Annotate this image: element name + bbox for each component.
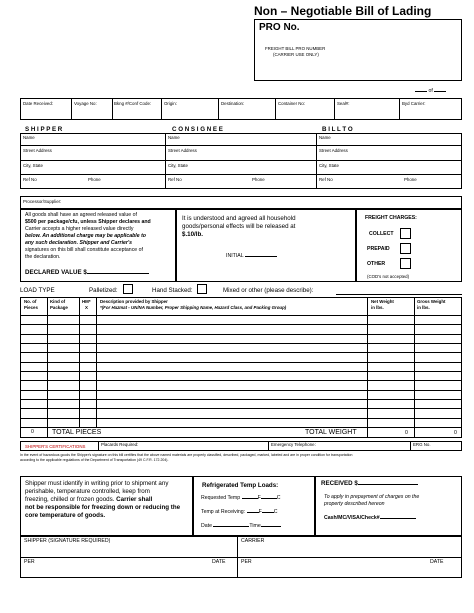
- billto-phone-field[interactable]: Phone: [404, 177, 417, 182]
- perishable-text-3a: freezing, chilled or frozen goods.: [25, 496, 115, 503]
- header-gross-1: Gross Weight: [417, 299, 446, 304]
- processor-field[interactable]: [20, 196, 462, 209]
- billto-ref-field[interactable]: Ref No: [319, 177, 333, 182]
- total-pieces-value: 0: [31, 429, 34, 435]
- shipper-per-field[interactable]: PER: [24, 559, 35, 565]
- table-row[interactable]: [20, 324, 462, 325]
- booking-code-field[interactable]: Bkng #/Conf Code:: [114, 101, 152, 106]
- carrier-per-field[interactable]: PER: [241, 559, 252, 565]
- requested-temp-field[interactable]: [201, 496, 281, 502]
- hand-stacked-checkbox[interactable]: [197, 284, 207, 294]
- consignee-phone-field[interactable]: Phone: [252, 177, 265, 182]
- declared-value-field[interactable]: [25, 269, 149, 276]
- consignee-heading: C O N S I G N E E: [172, 126, 223, 133]
- household-box: [176, 209, 356, 282]
- header-pieces-2: Pieces: [24, 305, 38, 310]
- carrier-signature-field[interactable]: CARRIER: [241, 538, 265, 544]
- table-row[interactable]: [20, 408, 462, 409]
- refrigerated-box: [193, 476, 315, 536]
- table-row[interactable]: [20, 380, 462, 381]
- perishable-text-3: [25, 496, 152, 503]
- requested-c-label: C: [276, 495, 281, 501]
- consignee-name-field[interactable]: Name: [168, 135, 180, 140]
- header-kind-2: Package: [50, 305, 68, 310]
- total-pieces-label: TOTAL PIECES: [52, 429, 102, 436]
- freight-charges-title: FREIGHT CHARGES:: [365, 215, 417, 221]
- refrigerated-title: Refrigerated Temp Loads:: [202, 482, 279, 489]
- billto-city-field[interactable]: City, State: [319, 163, 339, 168]
- certification-text-1: In the event of hazardous goods the Shipper's signature on this bill certifies that the above named materials are properly classified, described, packaged, marked, labeled and are in proper condition for transportation: [20, 453, 353, 457]
- shipper-date-field[interactable]: DATE: [212, 559, 226, 565]
- declared-text-3: Carrier accepts a higher released value directly: [25, 226, 134, 232]
- hazmat-row: [20, 441, 462, 451]
- declared-value-box: [20, 209, 176, 282]
- received-text-1: To apply in prepayment of charges on the: [324, 494, 420, 500]
- total-gross-weight: 0: [454, 430, 457, 436]
- page-of-label: of: [428, 88, 433, 94]
- parties-grid: [20, 133, 462, 189]
- declared-value-label: DECLARED VALUE $: [25, 269, 87, 276]
- shipper-ref-field[interactable]: Ref No: [23, 177, 37, 182]
- table-row[interactable]: [20, 362, 462, 363]
- receiving-c-label: C: [273, 509, 278, 515]
- declared-text-7: the declaration.: [25, 254, 61, 260]
- freight-bill-label: FREIGHT BILL PRO NUMBER: [265, 46, 326, 51]
- header-net-1: Net Weight: [371, 299, 394, 304]
- header-hm-2: X: [85, 305, 88, 310]
- seal-field[interactable]: Seal#:: [337, 101, 350, 106]
- declared-text-2: $500 per package/cfu, unless Shipper declares and: [25, 219, 151, 225]
- received-field[interactable]: [321, 480, 418, 487]
- consignee-city-field[interactable]: City, State: [168, 163, 188, 168]
- header-pieces-1: No. of: [24, 299, 37, 304]
- perishable-text-4: not be responsible for freezing down or reducing the: [25, 504, 181, 511]
- receiving-temp-field[interactable]: [201, 510, 278, 516]
- voyage-no-field[interactable]: Voyage No:: [74, 101, 97, 106]
- pro-number-label: PRO No.: [259, 22, 300, 33]
- shipper-certifications-label: SHIPPER'S CERTIFICATIONS: [25, 444, 86, 449]
- mixed-label: Mixed or other (please describe):: [223, 287, 314, 294]
- prepaid-label: PREPAID: [367, 246, 390, 252]
- declared-text-4: below. An additional charge may be applicable to: [25, 233, 146, 239]
- header-gross-2: in lbs.: [417, 305, 430, 310]
- table-row[interactable]: [20, 352, 462, 353]
- other-checkbox[interactable]: [400, 258, 411, 269]
- carrier-date-field[interactable]: DATE: [430, 559, 444, 565]
- receiving-f-label: F: [258, 509, 262, 515]
- table-row[interactable]: [20, 399, 462, 400]
- perishable-text-2: perishable, temperature controlled, keep from: [25, 488, 150, 495]
- declared-text-5: any such declaration. Shipper and Carrier's: [25, 240, 133, 246]
- table-row[interactable]: [20, 390, 462, 391]
- payment-method-label: Cash/MC/VISA/Check#: [324, 515, 380, 521]
- palletized-label: Palletized:: [89, 287, 118, 294]
- table-row[interactable]: [20, 334, 462, 335]
- collect-label: COLLECT: [369, 231, 394, 237]
- erg-field[interactable]: ERG No.: [413, 442, 431, 447]
- household-text-3: $.10/lb.: [182, 231, 203, 238]
- billto-name-field[interactable]: Name: [319, 135, 331, 140]
- perishable-text-1: Shipper must identify in writing prior to shipment any: [25, 480, 169, 487]
- emergency-phone-field[interactable]: Emergency Telephone:: [271, 442, 316, 447]
- prepaid-checkbox[interactable]: [400, 243, 411, 254]
- header-net-2: in lbs.: [371, 305, 384, 310]
- payment-method-field[interactable]: [324, 516, 416, 522]
- table-row[interactable]: [20, 343, 462, 344]
- declared-text-1: All goods shall have an agreed released value of: [25, 212, 137, 218]
- pro-number-box[interactable]: [254, 19, 462, 81]
- perishable-notice-box: [20, 476, 193, 536]
- header-hm-1: HM*: [82, 299, 91, 304]
- shipper-street-field[interactable]: Street Address: [23, 148, 52, 153]
- household-text-2: goods/personal effects will be released at: [182, 223, 296, 230]
- table-row[interactable]: [20, 418, 462, 419]
- certification-text-2: according to the applicable regulations of the Department of Transportation (49 C.F.R. 172.204).: [20, 458, 169, 462]
- hand-stacked-label: Hand Stacked:: [152, 287, 193, 294]
- bill-to-heading: B I L L T O: [322, 126, 353, 133]
- shipper-phone-field[interactable]: Phone: [88, 177, 101, 182]
- consignee-street-field[interactable]: Street Address: [168, 148, 197, 153]
- carrier-use-label: (CARRIER USE ONLY): [273, 52, 319, 57]
- total-weight-label: TOTAL WEIGHT: [305, 429, 357, 436]
- shipper-heading: S H I P P E R: [25, 126, 63, 133]
- initial-label: INITIAL: [226, 253, 244, 259]
- other-label: OTHER: [367, 261, 386, 267]
- perishable-text-3b: Carrier shall: [116, 496, 153, 503]
- billto-street-field[interactable]: Street Address: [319, 148, 348, 153]
- header-description-2: *(For Hazmat - UN/NA Number, Proper Shipping Name, Hazard Class, and Packing Group): [100, 305, 287, 310]
- requested-temp-label: Requested Temp: [201, 495, 241, 501]
- date-received-field[interactable]: Date Received:: [23, 101, 54, 106]
- header-kind-1: Kind of: [50, 299, 66, 304]
- declared-text-6: signatures on this bill shall constitute acceptance of: [25, 247, 143, 253]
- origin-field[interactable]: Origin:: [164, 101, 177, 106]
- processor-label: Processor/Supplier:: [23, 199, 62, 204]
- container-no-field[interactable]: Container No:: [278, 101, 306, 106]
- received-text-2: property described hereon: [324, 501, 385, 507]
- mixed-description-line[interactable]: [336, 294, 462, 295]
- header-description-1: Description provided by Shipper: [100, 299, 168, 304]
- household-text-1: It is understood and agreed all household: [182, 215, 296, 222]
- received-box: [315, 476, 462, 536]
- table-row[interactable]: [20, 371, 462, 372]
- temp-time-label: Time: [249, 523, 261, 529]
- temp-date-time-field[interactable]: [201, 524, 281, 530]
- consignee-ref-field[interactable]: Ref No: [168, 177, 182, 182]
- requested-f-label: F: [257, 495, 261, 501]
- palletized-checkbox[interactable]: [123, 284, 133, 294]
- destination-field[interactable]: Destination:: [221, 101, 245, 106]
- perishable-text-5: core temperature of goods.: [25, 512, 106, 519]
- received-label: RECEIVED $: [321, 480, 358, 487]
- collect-checkbox[interactable]: [400, 228, 411, 239]
- initial-field[interactable]: [226, 254, 277, 260]
- placards-field[interactable]: Placards Required:: [101, 442, 139, 447]
- load-type-label: LOAD TYPE: [20, 287, 55, 294]
- page-count[interactable]: [415, 89, 446, 95]
- shipper-name-field[interactable]: Name: [23, 135, 35, 140]
- total-net-weight: 0: [405, 430, 408, 436]
- freight-charges-box: [356, 209, 462, 282]
- temp-date-label: Date: [201, 523, 212, 529]
- receiving-temp-label: Temp at Receiving:: [201, 509, 246, 515]
- cod-note: (COD's not accepted): [367, 274, 410, 279]
- document-title: Non – Negotiable Bill of Lading: [254, 4, 432, 18]
- shipper-city-field[interactable]: City, State: [23, 163, 43, 168]
- byd-carrier-field[interactable]: Byd Carrier:: [402, 101, 426, 106]
- shipper-signature-field[interactable]: SHIPPER (SIGNATURE REQUIRED): [24, 538, 111, 544]
